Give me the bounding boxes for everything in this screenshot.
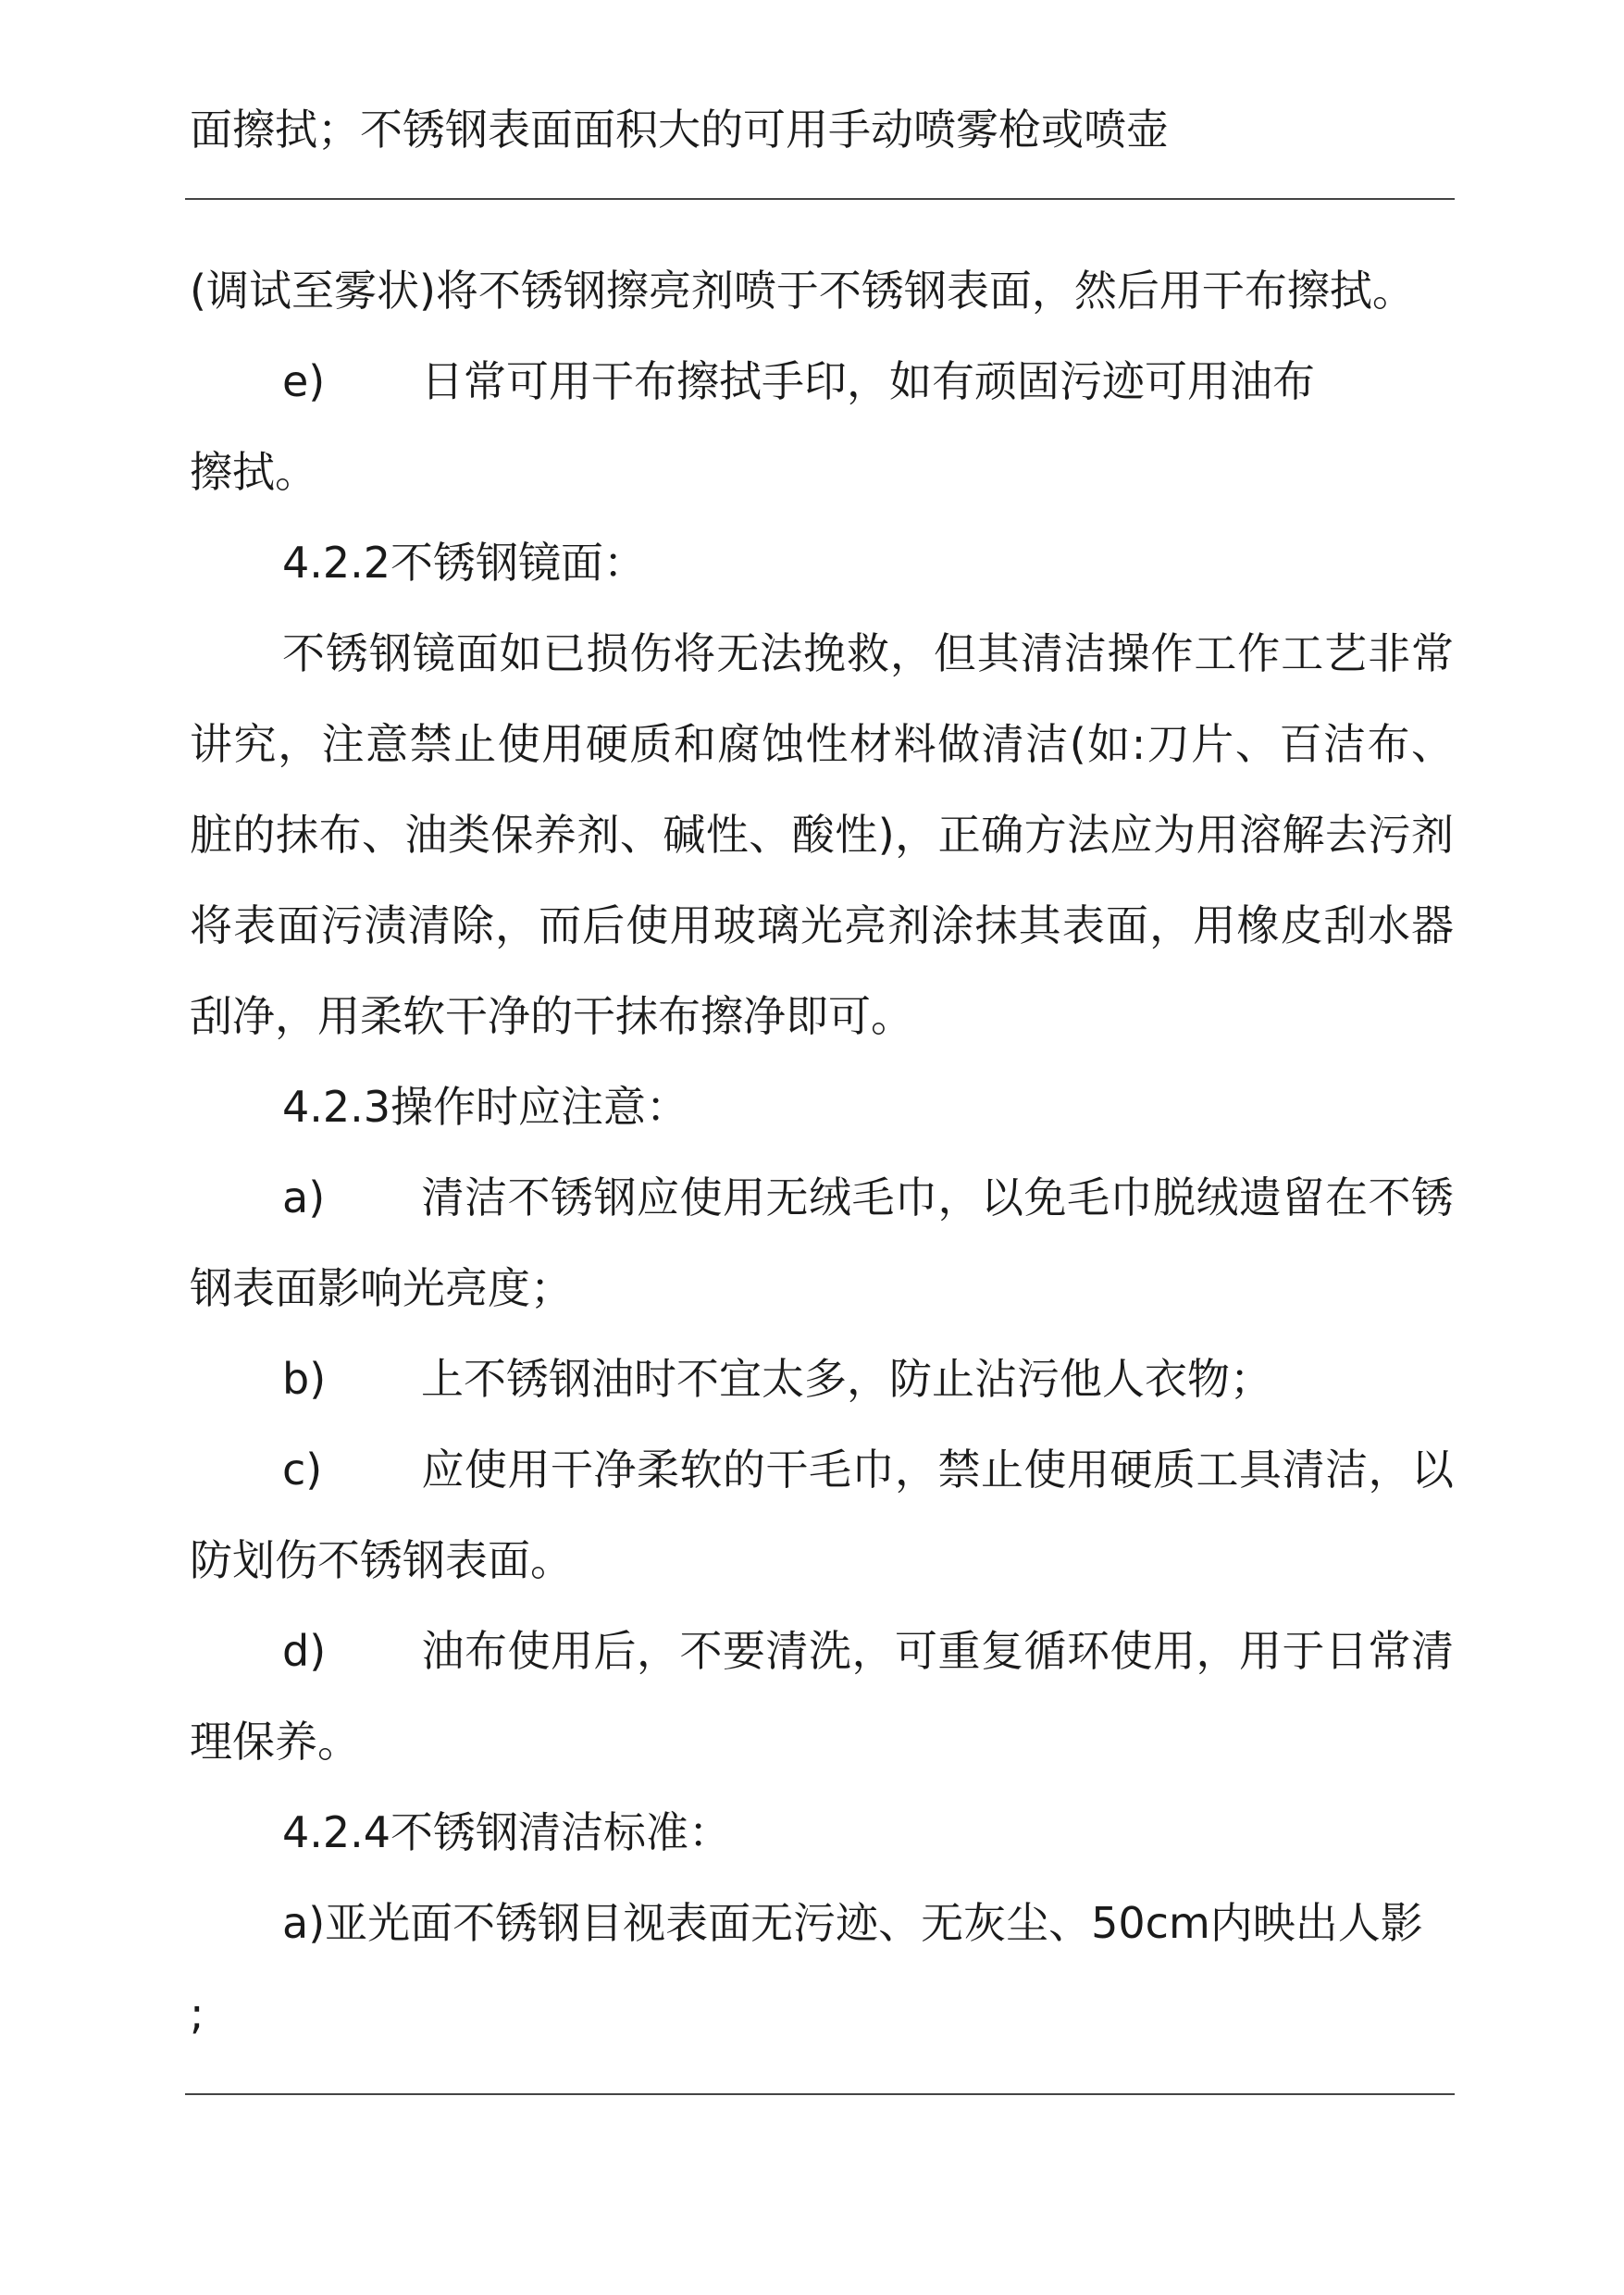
list-item-e xyxy=(190,336,1454,427)
list-text-b: 上不锈钢油时不宜太多，防止沾污他人衣物； xyxy=(421,1354,1272,1404)
paragraph-mirror-steel: 不锈钢镜面如已损伤将无法挽救，但其清洁操作工作工艺非常讲究，注意禁止使用硬质和腐蚀性材料做清洁(如:刀片、百洁布、脏的抹布、油类保养剂、碱性、酸性)，正确方法应为用溶解去污剂将表面污渍清除，而后使用玻璃光亮剂涂抹其表面，用橡皮刮水器刮净，用柔软干净的干抹布擦净即可。 xyxy=(190,628,1454,1041)
paragraph-spray-instruction: (调试至雾状)将不锈钢擦亮剂喷于不锈钢表面，然后用干布擦拭。 xyxy=(190,266,1415,316)
list-marker-a: a) xyxy=(282,1172,326,1222)
list-item-d xyxy=(190,1606,1454,1787)
page-top-line: 面擦拭；不锈钢表面面积大的可用手动喷雾枪或喷壶 xyxy=(190,105,1169,155)
list-marker-c: c) xyxy=(282,1445,323,1495)
list-marker-b: b) xyxy=(282,1354,327,1404)
list-text-d: 油布使用后，不要清洗，可重复循环使用，用于日常清理保养。 xyxy=(190,1626,1454,1767)
section-heading-4-2-4: 4.2.4不锈钢清洁标准： xyxy=(282,1807,732,1857)
list-marker-e: e) xyxy=(282,356,326,406)
standard-item-a-end: ; xyxy=(190,1989,205,2039)
list-text-a: 清洁不锈钢应使用无绒毛巾，以免毛巾脱绒遗留在不锈钢表面影响光亮度； xyxy=(190,1172,1454,1313)
document-body xyxy=(190,245,1454,2059)
list-item-a xyxy=(190,1152,1454,1334)
list-text-e: 日常可用干布擦拭手印，如有顽固污迹可用油布 xyxy=(421,356,1315,406)
section-heading-4-2-2: 4.2.2不锈钢镜面： xyxy=(282,538,647,588)
list-marker-d: d) xyxy=(282,1626,327,1676)
list-text-c: 应使用干净柔软的干毛巾，禁止使用硬质工具清洁，以防划伤不锈钢表面。 xyxy=(190,1445,1454,1585)
standard-item-a: a)亚光面不锈钢目视表面无污迹、无灰尘、50cm内映出人影 xyxy=(282,1898,1423,1948)
list-item-b xyxy=(190,1334,1454,1424)
top-divider xyxy=(185,198,1455,200)
bottom-divider xyxy=(185,2093,1455,2095)
section-heading-4-2-3: 4.2.3操作时应注意： xyxy=(282,1082,689,1132)
list-item-c xyxy=(190,1424,1454,1606)
list-item-e-continuation: 擦拭。 xyxy=(190,447,317,497)
